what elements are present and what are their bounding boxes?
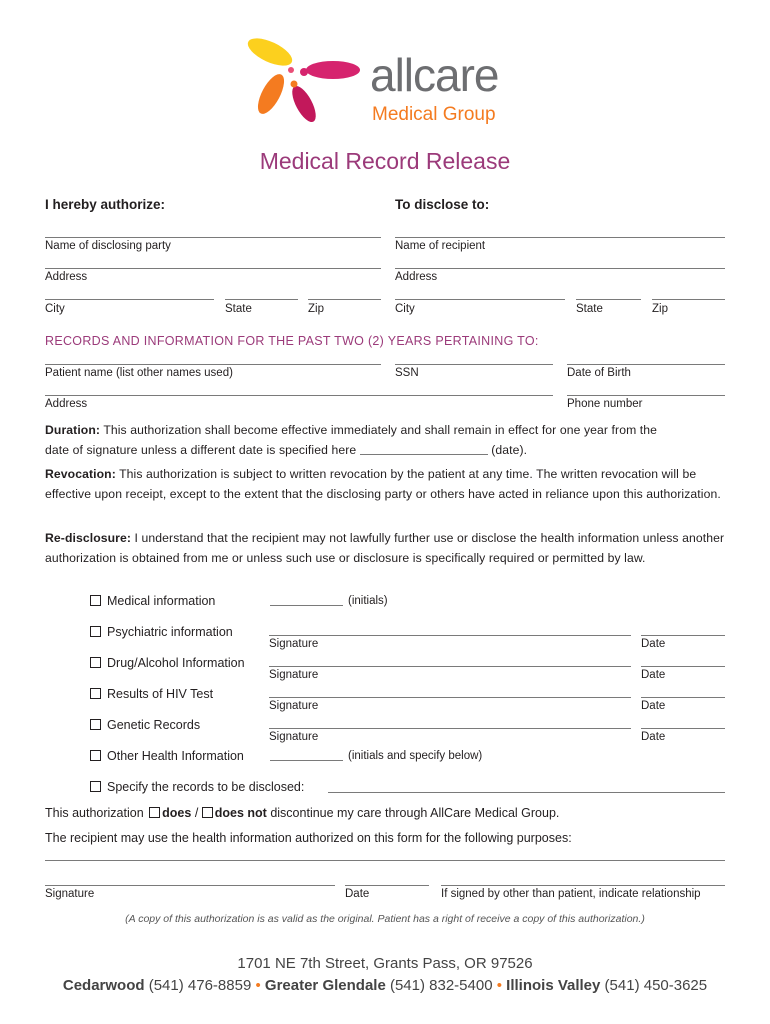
checkbox[interactable] <box>90 781 101 792</box>
duration-label: Duration: <box>45 423 101 437</box>
logo-word: allcare <box>370 49 499 101</box>
patient-address-field[interactable] <box>45 395 553 396</box>
specify-field[interactable] <box>328 792 725 793</box>
signature-field[interactable] <box>269 728 631 729</box>
checkbox[interactable] <box>90 657 101 668</box>
duration-date-label: (date). <box>491 443 528 457</box>
initials-label: (initials) <box>348 595 388 607</box>
date-field[interactable] <box>641 728 725 729</box>
office-phone: (541) 476-8859 <box>144 977 256 994</box>
recipient-zip-field[interactable] <box>652 299 725 300</box>
duration-text: This authorization shall become effective immediately and shall remain in effect for one year from the <box>100 423 658 437</box>
disclosing-party-label: Name of disclosing party <box>45 240 171 252</box>
redisclosure-label: Re-disclosure: <box>45 531 132 545</box>
disclosing-state-label: State <box>225 303 252 315</box>
does-not-checkbox[interactable] <box>202 807 213 818</box>
relationship-label: If signed by other than patient, indicate relationship <box>441 888 701 900</box>
checkbox[interactable] <box>90 719 101 730</box>
date-label: Date <box>641 731 666 743</box>
final-date-field[interactable] <box>345 885 429 886</box>
ssn-label: SSN <box>395 367 419 379</box>
option-drug-alcohol[interactable]: Drug/Alcohol Information <box>90 656 245 670</box>
phone-field[interactable] <box>567 395 725 396</box>
purposes-text: The recipient may use the health information authorized on this form for the following purposes: <box>45 831 572 845</box>
signature-label: Signature <box>269 700 319 712</box>
discontinue-line: This authorization does / does not discontinue my care through AllCare Medical Group. <box>45 806 560 820</box>
patient-name-field[interactable] <box>45 364 381 365</box>
dob-label: Date of Birth <box>567 367 631 379</box>
disclose-heading: To disclose to: <box>395 197 490 212</box>
date-label: Date <box>641 700 666 712</box>
separator-dot: • <box>255 977 261 994</box>
office-name: Cedarwood <box>62 977 145 994</box>
option-genetic[interactable]: Genetic Records <box>90 718 200 732</box>
does-label: does <box>162 806 192 820</box>
copy-note: (A copy of this authorization is as valid as the original. Patient has a right of receive a copy of this authorization.) <box>125 913 645 925</box>
medical-initials-field[interactable] <box>270 605 343 606</box>
duration-paragraph <box>45 420 730 460</box>
option-psychiatric[interactable]: Psychiatric information <box>90 625 233 639</box>
checkbox[interactable] <box>90 626 101 637</box>
duration-text-2: date of signature unless a different date is specified here <box>45 443 357 457</box>
redisclosure-paragraph <box>45 528 730 568</box>
footer-offices <box>0 977 770 994</box>
recipient-address-label: Address <box>395 271 438 283</box>
signature-label: Signature <box>269 669 319 681</box>
date-field[interactable] <box>641 635 725 636</box>
recipient-city-field[interactable] <box>395 299 565 300</box>
date-field[interactable] <box>641 697 725 698</box>
option-hiv[interactable]: Results of HIV Test <box>90 687 213 701</box>
disclosing-city-field[interactable] <box>45 299 214 300</box>
signature-label: Signature <box>269 638 319 650</box>
recipient-state-field[interactable] <box>576 299 641 300</box>
separator-dot: • <box>496 977 502 994</box>
page-title: Medical Record Release <box>259 148 511 174</box>
disclosing-city-label: City <box>45 303 65 315</box>
ssn-field[interactable] <box>395 364 553 365</box>
relationship-field[interactable] <box>441 885 725 886</box>
final-date-label: Date <box>345 888 370 900</box>
disclosing-party-field[interactable] <box>45 237 381 238</box>
disclosing-address-field[interactable] <box>45 268 381 269</box>
does-not-label: does not <box>214 806 267 820</box>
recipient-state-label: State <box>576 303 603 315</box>
dob-field[interactable] <box>567 364 725 365</box>
allcare-flower-icon <box>238 34 368 130</box>
checkbox[interactable] <box>90 750 101 761</box>
signature-field[interactable] <box>269 666 631 667</box>
logo-subtitle: Medical Group <box>372 104 496 125</box>
signature-field[interactable] <box>269 635 631 636</box>
final-signature-field[interactable] <box>45 885 335 886</box>
other-initials-field[interactable] <box>270 760 343 761</box>
duration-date-field[interactable] <box>360 442 488 455</box>
signature-field[interactable] <box>269 697 631 698</box>
office-name: Greater Glendale <box>264 977 386 994</box>
checkbox[interactable] <box>90 595 101 606</box>
date-label: Date <box>641 669 666 681</box>
recipient-zip-label: Zip <box>652 303 668 315</box>
final-signature-label: Signature <box>45 888 95 900</box>
disclosing-zip-field[interactable] <box>308 299 381 300</box>
phone-label: Phone number <box>567 398 643 410</box>
office-phone: (541) 450-3625 <box>600 977 708 994</box>
checkbox[interactable] <box>90 688 101 699</box>
recipient-name-field[interactable] <box>395 237 725 238</box>
option-specify[interactable]: Specify the records to be disclosed: <box>90 780 304 794</box>
option-medical[interactable]: Medical information <box>90 594 215 608</box>
option-other[interactable]: Other Health Information <box>90 749 244 763</box>
initials-specify-label: (initials and specify below) <box>348 750 483 762</box>
redisclosure-text: I understand that the recipient may not lawfully further use or disclose the health information unless another authorization is obtained from me or unless such use or disclosure is specifically required or permitted by law. <box>45 531 725 565</box>
office-phone: (541) 832-5400 <box>385 977 497 994</box>
authorize-heading: I hereby authorize: <box>45 197 166 212</box>
date-field[interactable] <box>641 666 725 667</box>
disclosing-state-field[interactable] <box>225 299 298 300</box>
recipient-name-label: Name of recipient <box>395 240 486 252</box>
disclosing-zip-label: Zip <box>308 303 324 315</box>
recipient-address-field[interactable] <box>395 268 725 269</box>
office-name: Illinois Valley <box>506 977 601 994</box>
records-heading: RECORDS AND INFORMATION FOR THE PAST TWO (2) YEARS PERTAINING TO: <box>45 334 539 348</box>
patient-name-label: Patient name (list other names used) <box>45 367 233 379</box>
disclosing-address-label: Address <box>45 271 88 283</box>
does-checkbox[interactable] <box>149 807 160 818</box>
signature-label: Signature <box>269 731 319 743</box>
revocation-paragraph <box>45 464 730 504</box>
date-label: Date <box>641 638 666 650</box>
footer-address: 1701 NE 7th Street, Grants Pass, OR 97526 <box>237 955 533 972</box>
recipient-city-label: City <box>395 303 415 315</box>
revocation-label: Revocation: <box>45 467 116 481</box>
purposes-field[interactable] <box>45 860 725 861</box>
patient-address-label: Address <box>45 398 88 410</box>
revocation-text: This authorization is subject to written revocation by the patient at any time. The written revocation will be effective upon receipt, except to the extent that the disclosing party or others have acted in reliance upon this authorization. <box>45 467 721 501</box>
